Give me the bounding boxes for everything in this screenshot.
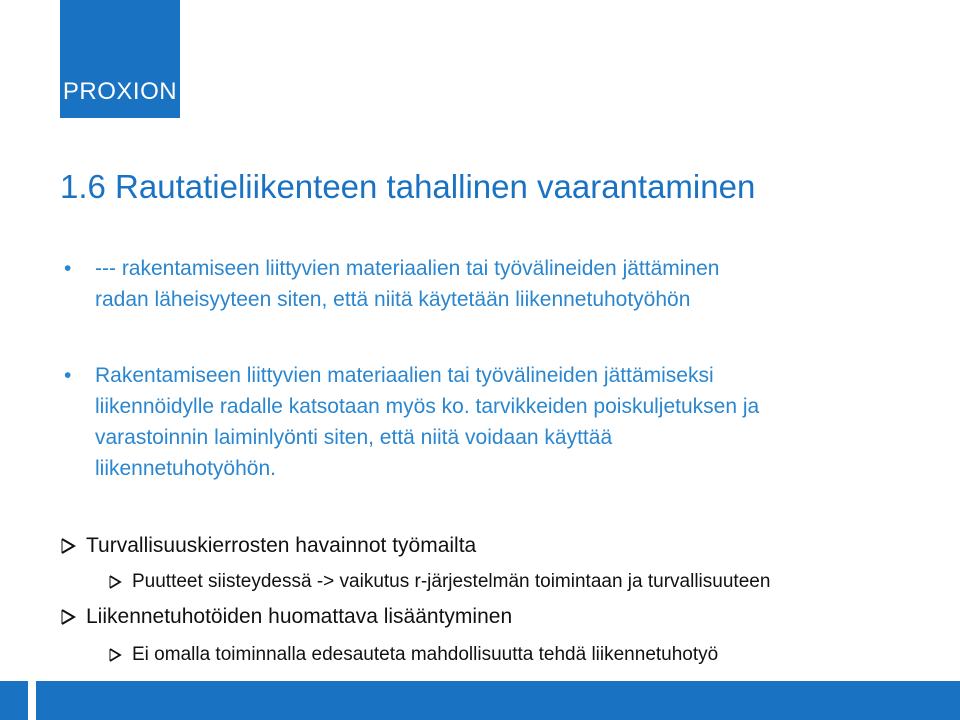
slide-title: 1.6 Rautatieliikenteen tahallinen vaarantaminen [60,168,756,205]
bullet-text [95,360,944,484]
bullet-line: liikennetuhotyöhön. [95,457,276,480]
arrow-item-text: Ei omalla toiminnalla edesauteta mahdollisuutta tehdä liikennetuhotyö [132,644,719,665]
logo-text: PROXION [62,78,178,105]
bullet-text [95,253,944,315]
arrow-item-text: Turvallisuuskierrosten havainnot työmailta [86,534,477,557]
bullet-line: liikennöidylle radalle katsotaan myös ko. tarvikkeiden poiskuljetuksen ja [95,395,760,418]
proxion-logo [60,0,180,118]
arrow-bullet-icon [108,574,122,590]
arrow-list-item [60,605,512,629]
bullet-line: radan läheisyyteen siten, että niitä käytetään liikennetuhotyöhön [95,288,691,311]
arrow-list-item [60,534,476,558]
arrow-list-item [108,571,770,593]
bullet-line: varastoinnin laiminlyönti siten, että niitä voidaan käyttää [95,426,613,449]
bullet-line: --- rakentamiseen liittyvien materiaalien tai työvälineiden jättäminen [95,257,720,280]
arrow-bullet-icon [60,608,76,626]
bullet-item [64,253,944,315]
arrow-item-text: Puutteet siisteydessä -> vaikutus r-järjestelmän toimintaan ja turvallisuuteen [132,571,771,592]
bullet-line: Rakentamiseen liittyvien materiaalien tai työvälineiden jättämiseksi [95,364,714,387]
arrow-item-text: Liikennetuhotöiden huomattava lisääntyminen [86,605,513,628]
bullet-dot-icon: • [64,257,72,280]
arrow-bullet-icon [60,537,76,555]
footer-notch [28,681,36,720]
bullet-dot-icon: • [64,364,72,387]
arrow-list-item [108,644,718,666]
arrow-bullet-icon [108,647,122,663]
bullet-item [64,360,944,484]
footer-bar [0,681,960,720]
